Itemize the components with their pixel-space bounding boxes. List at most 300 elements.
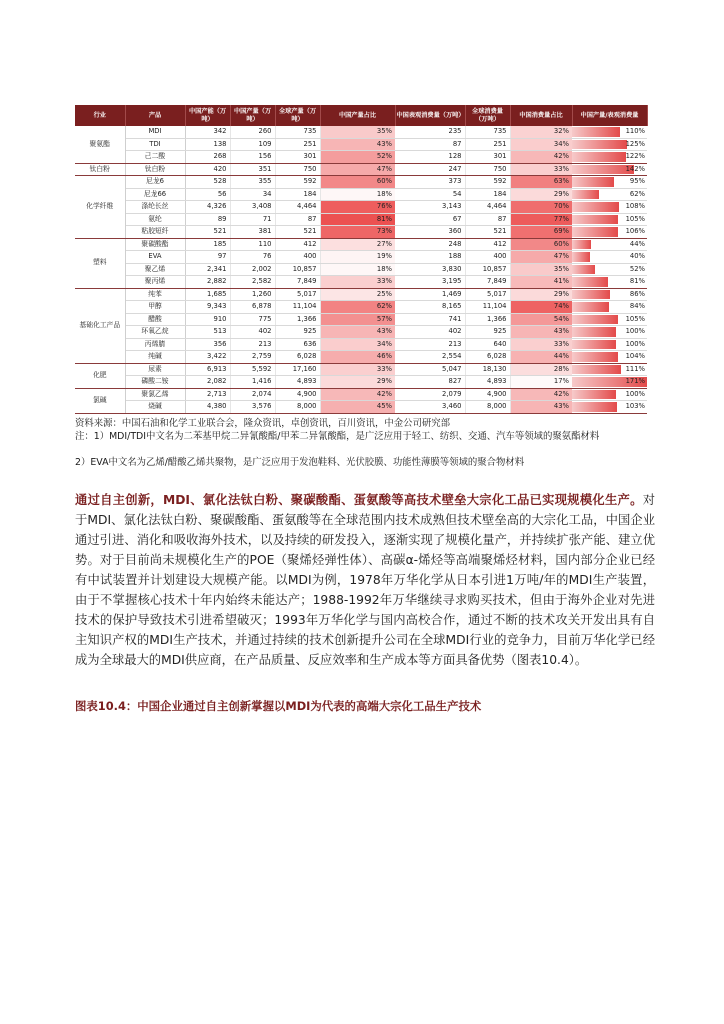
ratio-value: 171% xyxy=(625,377,645,385)
china-output-share-cell: 42% xyxy=(320,388,395,401)
china-consumption-share-cell: 29% xyxy=(510,188,572,201)
apparent-consumption-cell: 827 xyxy=(395,376,465,389)
output-cell: 381 xyxy=(230,226,275,239)
industry-cell: 基础化工产品 xyxy=(75,288,125,363)
ratio-bar xyxy=(572,177,614,187)
ratio-bar xyxy=(572,290,610,300)
ratio-value: 44% xyxy=(629,239,645,248)
global-consumption-cell: 412 xyxy=(465,238,510,251)
output-cell: 2,002 xyxy=(230,263,275,276)
table-row xyxy=(75,263,647,276)
china-output-share-cell: 62% xyxy=(320,301,395,314)
global-consumption-cell: 184 xyxy=(465,188,510,201)
capacity-cell: 513 xyxy=(185,326,230,339)
global-consumption-cell: 87 xyxy=(465,213,510,226)
ratio-bar-cell xyxy=(572,188,647,201)
table-row xyxy=(75,251,647,264)
ratio-bar-cell xyxy=(572,151,647,164)
ratio-bar-cell xyxy=(572,288,647,301)
table-row xyxy=(75,288,647,301)
ratio-bar-cell xyxy=(572,138,647,151)
table-row xyxy=(75,213,647,226)
ratio-bar xyxy=(572,365,621,375)
ratio-bar-cell xyxy=(572,338,647,351)
china-consumption-share-cell: 42% xyxy=(510,388,572,401)
apparent-consumption-cell: 741 xyxy=(395,313,465,326)
global-output-cell: 925 xyxy=(275,326,320,339)
china-consumption-share-cell: 70% xyxy=(510,201,572,214)
product-cell: 尿素 xyxy=(125,363,185,376)
column-header: 中国产量占比 xyxy=(320,105,395,126)
apparent-consumption-cell: 67 xyxy=(395,213,465,226)
global-output-cell: 5,017 xyxy=(275,288,320,301)
table-row xyxy=(75,313,647,326)
capacity-cell: 185 xyxy=(185,238,230,251)
global-output-cell: 400 xyxy=(275,251,320,264)
output-cell: 3,408 xyxy=(230,201,275,214)
column-header: 行业 xyxy=(75,105,125,126)
ratio-value: 106% xyxy=(625,227,645,235)
column-header: 中国产量/表观消费量 xyxy=(572,105,647,126)
china-consumption-share-cell: 74% xyxy=(510,301,572,314)
ratio-value: 122% xyxy=(625,152,645,160)
global-output-cell: 4,900 xyxy=(275,388,320,401)
output-cell: 2,582 xyxy=(230,276,275,289)
global-consumption-cell: 7,849 xyxy=(465,276,510,289)
ratio-bar-cell xyxy=(572,176,647,189)
product-cell: 钛白粉 xyxy=(125,163,185,176)
apparent-consumption-cell: 402 xyxy=(395,326,465,339)
product-cell: 聚碳酸酯 xyxy=(125,238,185,251)
capacity-cell: 910 xyxy=(185,313,230,326)
global-consumption-cell: 4,900 xyxy=(465,388,510,401)
ratio-value: 103% xyxy=(625,402,645,410)
china-consumption-share-cell: 60% xyxy=(510,238,572,251)
apparent-consumption-cell: 235 xyxy=(395,126,465,138)
table-row xyxy=(75,401,647,414)
ratio-value: 142% xyxy=(625,164,645,173)
apparent-consumption-cell: 54 xyxy=(395,188,465,201)
apparent-consumption-cell: 247 xyxy=(395,163,465,176)
global-consumption-cell: 8,000 xyxy=(465,401,510,414)
ratio-bar xyxy=(572,202,619,212)
output-cell: 5,592 xyxy=(230,363,275,376)
global-output-cell: 636 xyxy=(275,338,320,351)
ratio-bar-cell xyxy=(572,201,647,214)
product-cell: 涤纶长丝 xyxy=(125,201,185,214)
column-header: 中国产能（万吨） xyxy=(185,105,230,126)
ratio-bar-cell xyxy=(572,213,647,226)
global-consumption-cell: 4,464 xyxy=(465,201,510,214)
china-output-share-cell: 81% xyxy=(320,213,395,226)
global-output-cell: 412 xyxy=(275,238,320,251)
capacity-cell: 4,326 xyxy=(185,201,230,214)
china-consumption-share-cell: 43% xyxy=(510,401,572,414)
ratio-bar xyxy=(572,402,617,412)
ratio-value: 104% xyxy=(625,352,645,360)
industry-cell: 化肥 xyxy=(75,363,125,388)
ratio-bar xyxy=(572,277,608,287)
apparent-consumption-cell: 3,460 xyxy=(395,401,465,414)
apparent-consumption-cell: 5,047 xyxy=(395,363,465,376)
paragraph-body: 对于MDI、氯化法钛白粉、聚碳酸酯、蛋氨酸等在全球范围内技术成熟但技术壁垒高的大宗化工品，中国企业通过引进、消化和吸收海外技术，以及持续的研发投入，逐渐实现了规模化量产，并持续扩张产能、建立优势。对于目前尚未规模化生产的POE（聚烯烃弹性体）、高碳α-烯烃等高端聚烯烃材料，国内部分企业已经有中试装置并计划建设大规模产能。以MDI为例，1978年万华化学从日本引进1万吨/年的MDI生产装置，由于不掌握核心技术十年内始终未能达产；1988-1992年万华继续寻求购买技术，但由于海外企业对先进技术的保护导致技术引进希望破灭；1993年万华化学与国内高校合作，通过不断的技术攻关开发出具有自主知识产权的MDI生产技术，并通过持续的技术创新提升公司在全球MDI行业的竞争力，目前万华化学已经成为全球最大的MDI供应商，在产品质量、反应效率和生产成本等方面具备优势（图表10.4）。 xyxy=(75,493,655,667)
china-output-share-cell: 25% xyxy=(320,288,395,301)
table-row xyxy=(75,326,647,339)
output-cell: 213 xyxy=(230,338,275,351)
global-output-cell: 17,160 xyxy=(275,363,320,376)
output-cell: 351 xyxy=(230,163,275,176)
ratio-value: 100% xyxy=(625,327,645,335)
industry-cell: 钛白粉 xyxy=(75,163,125,176)
global-consumption-cell: 521 xyxy=(465,226,510,239)
ratio-value: 81% xyxy=(629,277,645,285)
output-cell: 109 xyxy=(230,138,275,151)
ratio-value: 52% xyxy=(629,264,645,273)
china-consumption-share-cell: 35% xyxy=(510,263,572,276)
china-consumption-share-cell: 41% xyxy=(510,276,572,289)
global-consumption-cell: 925 xyxy=(465,326,510,339)
capacity-cell: 521 xyxy=(185,226,230,239)
output-cell: 775 xyxy=(230,313,275,326)
global-output-cell: 4,893 xyxy=(275,376,320,389)
table-row xyxy=(75,238,647,251)
global-output-cell: 8,000 xyxy=(275,401,320,414)
global-output-cell: 10,857 xyxy=(275,263,320,276)
source-note: 资料来源：中国石油和化学工业联合会，隆众资讯，卓创资讯，百川资讯，中金公司研究部 xyxy=(75,418,451,429)
table-row xyxy=(75,151,647,164)
global-consumption-cell: 6,028 xyxy=(465,351,510,364)
product-cell: 粘胶短纤 xyxy=(125,226,185,239)
table-row xyxy=(75,276,647,289)
apparent-consumption-cell: 2,554 xyxy=(395,351,465,364)
table-row xyxy=(75,388,647,401)
global-consumption-cell: 1,366 xyxy=(465,313,510,326)
table-row xyxy=(75,226,647,239)
product-cell: 磷酸二铵 xyxy=(125,376,185,389)
global-consumption-cell: 592 xyxy=(465,176,510,189)
product-cell: 醋酸 xyxy=(125,313,185,326)
data-table-container xyxy=(75,105,647,414)
capacity-table xyxy=(75,105,648,414)
china-consumption-share-cell: 17% xyxy=(510,376,572,389)
capacity-cell: 4,380 xyxy=(185,401,230,414)
global-consumption-cell: 5,017 xyxy=(465,288,510,301)
global-output-cell: 184 xyxy=(275,188,320,201)
ratio-bar xyxy=(572,302,609,312)
product-cell: 纯碱 xyxy=(125,351,185,364)
ratio-value: 105% xyxy=(625,314,645,323)
ratio-bar-cell xyxy=(572,401,647,414)
capacity-cell: 56 xyxy=(185,188,230,201)
output-cell: 2,074 xyxy=(230,388,275,401)
ratio-bar-cell xyxy=(572,326,647,339)
ratio-bar xyxy=(572,152,626,162)
table-row xyxy=(75,176,647,189)
ratio-bar xyxy=(572,240,591,250)
china-output-share-cell: 18% xyxy=(320,188,395,201)
china-output-share-cell: 33% xyxy=(320,363,395,376)
table-row xyxy=(75,338,647,351)
table-row xyxy=(75,163,647,176)
global-consumption-cell: 750 xyxy=(465,163,510,176)
china-consumption-share-cell: 33% xyxy=(510,163,572,176)
capacity-cell: 420 xyxy=(185,163,230,176)
product-cell: 聚乙烯 xyxy=(125,263,185,276)
product-cell: 环氧乙烷 xyxy=(125,326,185,339)
table-row xyxy=(75,126,647,138)
industry-cell: 化学纤维 xyxy=(75,176,125,239)
ratio-bar-cell xyxy=(572,376,647,389)
global-output-cell: 592 xyxy=(275,176,320,189)
capacity-cell: 528 xyxy=(185,176,230,189)
capacity-cell: 1,685 xyxy=(185,288,230,301)
ratio-bar xyxy=(572,215,618,225)
figure-title: 图表10.4：中国企业通过自主创新掌握以MDI为代表的高端大宗化工品生产技术 xyxy=(75,699,482,713)
industry-cell: 聚氨酯 xyxy=(75,126,125,163)
output-cell: 76 xyxy=(230,251,275,264)
ratio-bar-cell xyxy=(572,238,647,251)
china-consumption-share-cell: 28% xyxy=(510,363,572,376)
output-cell: 2,759 xyxy=(230,351,275,364)
china-consumption-share-cell: 47% xyxy=(510,251,572,264)
china-consumption-share-cell: 43% xyxy=(510,326,572,339)
product-cell: 氨纶 xyxy=(125,213,185,226)
capacity-cell: 342 xyxy=(185,126,230,138)
capacity-cell: 138 xyxy=(185,138,230,151)
global-output-cell: 7,849 xyxy=(275,276,320,289)
global-consumption-cell: 400 xyxy=(465,251,510,264)
china-output-share-cell: 43% xyxy=(320,326,395,339)
ratio-value: 86% xyxy=(629,289,645,298)
ratio-value: 95% xyxy=(629,177,645,185)
table-header-row xyxy=(75,105,647,126)
product-cell: 尼龙6 xyxy=(125,176,185,189)
china-output-share-cell: 43% xyxy=(320,138,395,151)
china-consumption-share-cell: 77% xyxy=(510,213,572,226)
china-consumption-share-cell: 69% xyxy=(510,226,572,239)
table-row xyxy=(75,201,647,214)
note-1: 注：1）MDI/TDI中文名为二苯基甲烷二异氰酸酯/甲苯二异氰酸酯，是广泛应用于轻工、纺织、交通、汽车等领域的聚氨酯材料 xyxy=(75,431,600,442)
output-cell: 6,878 xyxy=(230,301,275,314)
global-consumption-cell: 10,857 xyxy=(465,263,510,276)
apparent-consumption-cell: 128 xyxy=(395,151,465,164)
product-cell: MDI xyxy=(125,126,185,138)
industry-cell: 塑料 xyxy=(75,238,125,288)
global-output-cell: 735 xyxy=(275,126,320,138)
china-output-share-cell: 47% xyxy=(320,163,395,176)
column-header: 产品 xyxy=(125,105,185,126)
global-consumption-cell: 301 xyxy=(465,151,510,164)
capacity-cell: 2,082 xyxy=(185,376,230,389)
table-row xyxy=(75,138,647,151)
output-cell: 1,416 xyxy=(230,376,275,389)
ratio-bar xyxy=(572,252,590,262)
ratio-bar xyxy=(572,227,618,237)
capacity-cell: 2,713 xyxy=(185,388,230,401)
ratio-bar xyxy=(572,352,618,362)
column-header: 中国产量（万吨） xyxy=(230,105,275,126)
china-output-share-cell: 34% xyxy=(320,338,395,351)
china-output-share-cell: 29% xyxy=(320,376,395,389)
ratio-value: 62% xyxy=(629,189,645,198)
column-header: 中国消费量占比 xyxy=(510,105,572,126)
china-consumption-share-cell: 34% xyxy=(510,138,572,151)
apparent-consumption-cell: 8,165 xyxy=(395,301,465,314)
product-cell: 聚丙烯 xyxy=(125,276,185,289)
china-output-share-cell: 35% xyxy=(320,126,395,138)
china-consumption-share-cell: 29% xyxy=(510,288,572,301)
table-row xyxy=(75,351,647,364)
apparent-consumption-cell: 1,469 xyxy=(395,288,465,301)
global-consumption-cell: 251 xyxy=(465,138,510,151)
apparent-consumption-cell: 3,195 xyxy=(395,276,465,289)
ratio-value: 108% xyxy=(625,202,645,210)
ratio-bar-cell xyxy=(572,126,647,138)
capacity-cell: 89 xyxy=(185,213,230,226)
capacity-cell: 6,913 xyxy=(185,363,230,376)
column-header: 全球消费量（万吨） xyxy=(465,105,510,126)
industry-cell: 氯碱 xyxy=(75,388,125,413)
global-output-cell: 11,104 xyxy=(275,301,320,314)
china-consumption-share-cell: 42% xyxy=(510,151,572,164)
global-consumption-cell: 4,893 xyxy=(465,376,510,389)
ratio-bar-cell xyxy=(572,351,647,364)
china-output-share-cell: 46% xyxy=(320,351,395,364)
china-output-share-cell: 57% xyxy=(320,313,395,326)
output-cell: 402 xyxy=(230,326,275,339)
capacity-cell: 97 xyxy=(185,251,230,264)
output-cell: 34 xyxy=(230,188,275,201)
product-cell: 丙烯腈 xyxy=(125,338,185,351)
ratio-value: 111% xyxy=(625,364,645,373)
output-cell: 3,576 xyxy=(230,401,275,414)
apparent-consumption-cell: 373 xyxy=(395,176,465,189)
capacity-cell: 268 xyxy=(185,151,230,164)
global-output-cell: 251 xyxy=(275,138,320,151)
table-row xyxy=(75,376,647,389)
ratio-bar xyxy=(572,265,595,275)
china-output-share-cell: 18% xyxy=(320,263,395,276)
ratio-bar xyxy=(572,390,616,400)
capacity-cell: 3,422 xyxy=(185,351,230,364)
china-output-share-cell: 52% xyxy=(320,151,395,164)
ratio-value: 105% xyxy=(625,214,645,223)
ratio-bar-cell xyxy=(572,226,647,239)
output-cell: 260 xyxy=(230,126,275,138)
apparent-consumption-cell: 188 xyxy=(395,251,465,264)
global-output-cell: 4,464 xyxy=(275,201,320,214)
ratio-bar-cell xyxy=(572,163,647,176)
capacity-cell: 2,341 xyxy=(185,263,230,276)
product-cell: TDI xyxy=(125,138,185,151)
china-consumption-share-cell: 63% xyxy=(510,176,572,189)
ratio-bar-cell xyxy=(572,388,647,401)
product-cell: EVA xyxy=(125,251,185,264)
ratio-value: 100% xyxy=(625,389,645,398)
table-row xyxy=(75,363,647,376)
ratio-bar xyxy=(572,127,620,137)
apparent-consumption-cell: 248 xyxy=(395,238,465,251)
product-cell: 烧碱 xyxy=(125,401,185,414)
ratio-value: 125% xyxy=(625,139,645,148)
ratio-bar xyxy=(572,190,599,200)
ratio-bar xyxy=(572,340,616,350)
table-row xyxy=(75,188,647,201)
global-output-cell: 1,366 xyxy=(275,313,320,326)
ratio-bar xyxy=(572,315,618,325)
global-output-cell: 301 xyxy=(275,151,320,164)
capacity-cell: 2,882 xyxy=(185,276,230,289)
product-cell: 己二酸 xyxy=(125,151,185,164)
global-consumption-cell: 735 xyxy=(465,126,510,138)
china-output-share-cell: 73% xyxy=(320,226,395,239)
output-cell: 71 xyxy=(230,213,275,226)
ratio-bar-cell xyxy=(572,301,647,314)
paragraph-lead: 通过自主创新，MDI、氯化法钛白粉、聚碳酸酯、蛋氨酸等高技术壁垒大宗化工品已实现规模化生产。 xyxy=(75,493,643,507)
ratio-bar-cell xyxy=(572,263,647,276)
ratio-value: 100% xyxy=(625,339,645,348)
china-consumption-share-cell: 44% xyxy=(510,351,572,364)
china-output-share-cell: 33% xyxy=(320,276,395,289)
product-cell: 甲醇 xyxy=(125,301,185,314)
apparent-consumption-cell: 213 xyxy=(395,338,465,351)
ratio-bar-cell xyxy=(572,313,647,326)
column-header: 全球产量（万吨） xyxy=(275,105,320,126)
apparent-consumption-cell: 3,143 xyxy=(395,201,465,214)
ratio-bar-cell xyxy=(572,276,647,289)
ratio-value: 84% xyxy=(629,302,645,310)
capacity-cell: 356 xyxy=(185,338,230,351)
ratio-bar-cell xyxy=(572,251,647,264)
product-cell: 尼龙66 xyxy=(125,188,185,201)
global-consumption-cell: 11,104 xyxy=(465,301,510,314)
global-consumption-cell: 640 xyxy=(465,338,510,351)
output-cell: 110 xyxy=(230,238,275,251)
product-cell: 聚氯乙烯 xyxy=(125,388,185,401)
china-consumption-share-cell: 33% xyxy=(510,338,572,351)
china-consumption-share-cell: 54% xyxy=(510,313,572,326)
china-output-share-cell: 76% xyxy=(320,201,395,214)
china-output-share-cell: 45% xyxy=(320,401,395,414)
china-output-share-cell: 27% xyxy=(320,238,395,251)
table-body xyxy=(75,126,647,413)
product-cell: 纯苯 xyxy=(125,288,185,301)
apparent-consumption-cell: 3,830 xyxy=(395,263,465,276)
ratio-bar-cell xyxy=(572,363,647,376)
column-header: 中国表观消费量（万吨） xyxy=(395,105,465,126)
output-cell: 1,260 xyxy=(230,288,275,301)
china-consumption-share-cell: 32% xyxy=(510,126,572,138)
ratio-bar xyxy=(572,327,616,337)
output-cell: 355 xyxy=(230,176,275,189)
ratio-value: 40% xyxy=(629,252,645,260)
apparent-consumption-cell: 2,079 xyxy=(395,388,465,401)
table-row xyxy=(75,301,647,314)
apparent-consumption-cell: 360 xyxy=(395,226,465,239)
apparent-consumption-cell: 87 xyxy=(395,138,465,151)
output-cell: 156 xyxy=(230,151,275,164)
note-2: 2）EVA中文名为乙烯/醋酸乙烯共聚物，是广泛应用于发泡鞋料、光伏胶膜、功能性薄膜等领域的聚合物材料 xyxy=(75,457,525,468)
global-output-cell: 87 xyxy=(275,213,320,226)
global-output-cell: 521 xyxy=(275,226,320,239)
global-output-cell: 750 xyxy=(275,163,320,176)
body-paragraph xyxy=(75,490,655,670)
ratio-value: 110% xyxy=(625,127,645,135)
global-consumption-cell: 18,130 xyxy=(465,363,510,376)
china-output-share-cell: 19% xyxy=(320,251,395,264)
global-output-cell: 6,028 xyxy=(275,351,320,364)
china-output-share-cell: 60% xyxy=(320,176,395,189)
